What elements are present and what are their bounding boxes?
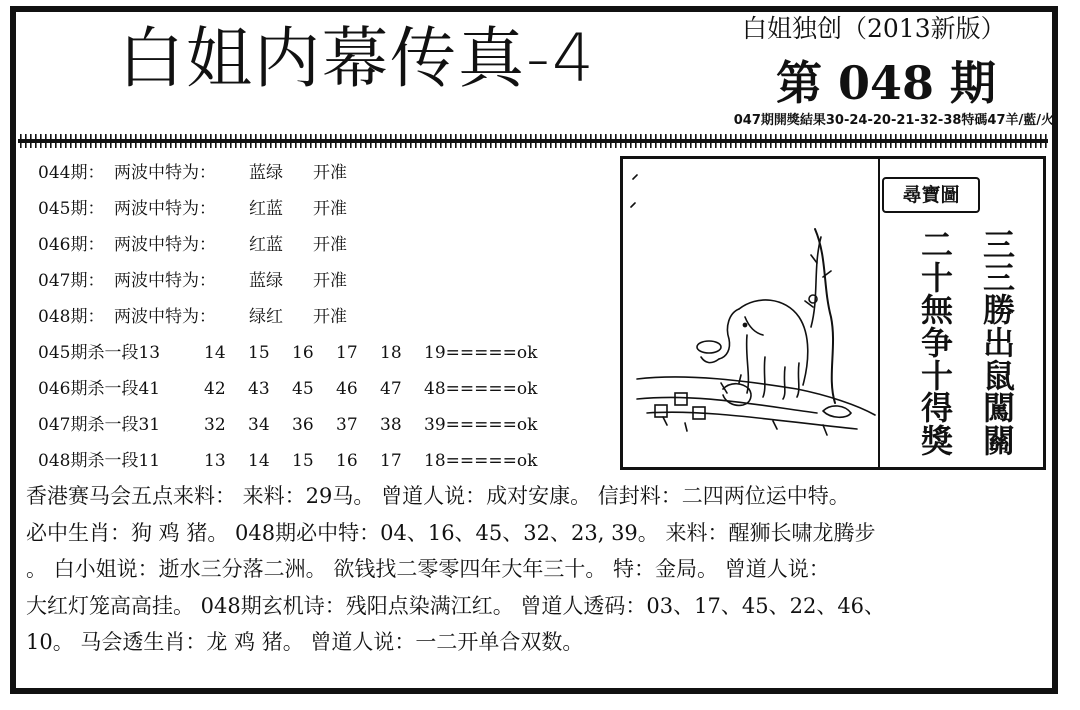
kill-head: 047期杀一段31 [38, 415, 161, 435]
issue-number: 第 048 期 [776, 56, 997, 110]
kill-number: 36 [292, 415, 314, 435]
wave-status: 开准 [313, 199, 347, 219]
kill-number: 16 [292, 343, 314, 363]
previous-result: 047期開獎結果30-24-20-21-32-38特碼47羊/藍/火 [733, 113, 1054, 128]
kill-number: 17 [380, 451, 402, 471]
kill-number: 15 [292, 451, 314, 471]
wave-row [38, 230, 537, 266]
verse-right-column: 三三勝出鼠闖關 [982, 226, 1015, 460]
paragraph-line: 香港赛马会五点来料： 来料：29马。 曾道人说：成对安康。 信封料：二四两位运中特。 [26, 484, 850, 508]
kill-number: 42 [204, 379, 226, 399]
kill-number: 16 [336, 451, 358, 471]
kill-number: 46 [336, 379, 358, 399]
page-title: 白姐内幕传真-4 [118, 20, 596, 97]
kill-number: 15 [248, 343, 270, 363]
wave-label: 两波中特为： [114, 199, 216, 219]
wave-label: 两波中特为： [114, 307, 216, 327]
kill-head: 045期杀一段13 [38, 343, 161, 363]
wave-period: 045期： [38, 199, 105, 219]
kill-number: 14 [204, 343, 226, 363]
kill-row [38, 338, 537, 374]
kill-number: 45 [292, 379, 314, 399]
wave-label: 两波中特为： [114, 271, 216, 291]
paragraph-line: 10。 马会透生肖：龙 鸡 猪。 曾道人说：一二开单合双数。 [26, 630, 584, 654]
kill-number: 13 [204, 451, 226, 471]
paragraph-line: 大红灯笼高高挂。 048期玄机诗：残阳点染满江红。 曾道人透码：03、17、45、22、46、 [26, 593, 886, 618]
wave-row [38, 158, 537, 194]
wave-status: 开准 [313, 163, 347, 183]
kill-tail: 48=====ok [424, 379, 538, 399]
wave-status: 开准 [313, 235, 347, 255]
paragraph-line: 必中生肖：狗 鸡 猪。 048期必中特：04、16、45、32、23, 39。 来料：醒狮长啸龙腾步 [26, 520, 876, 545]
prediction-rows [38, 158, 537, 482]
paragraph-line: 。 白小姐说：逝水三分落二洲。 欲钱找二零零四年大年三十。 特：金局。 曾道人说： [26, 557, 830, 581]
wave-status: 开准 [313, 307, 347, 327]
kill-row [38, 446, 537, 482]
kill-tail: 39=====ok [424, 415, 538, 435]
kill-head: 048期杀一段11 [38, 451, 161, 471]
kill-number: 32 [204, 415, 226, 435]
wave-label: 两波中特为： [114, 163, 216, 183]
info-paragraph [26, 478, 1052, 661]
kill-number: 37 [336, 415, 358, 435]
wave-row [38, 266, 537, 302]
verse-left-column: 二十無争十得獎 [920, 226, 953, 460]
wave-value: 红蓝 [249, 235, 283, 255]
kill-row [38, 374, 537, 410]
header-divider [18, 132, 1048, 150]
kill-number: 43 [248, 379, 270, 399]
kill-tail: 18=====ok [424, 451, 538, 471]
edition-label: 白姐独创（2013新版） [742, 14, 1006, 43]
kill-number: 17 [336, 343, 358, 363]
treasure-map-box [620, 156, 1046, 470]
kill-number: 14 [248, 451, 270, 471]
elephant-illustration [627, 167, 877, 467]
wave-value: 蓝绿 [249, 271, 283, 291]
wave-period: 044期： [38, 163, 105, 183]
kill-tail: 19=====ok [424, 343, 538, 363]
kill-number: 38 [380, 415, 402, 435]
treasure-map-stamp: 尋寶圖 [882, 177, 980, 213]
box-separator [878, 159, 880, 467]
wave-status: 开准 [313, 271, 347, 291]
wave-period: 048期： [38, 307, 105, 327]
wave-value: 蓝绿 [249, 163, 283, 183]
kill-number: 18 [380, 343, 402, 363]
kill-row [38, 410, 537, 446]
wave-value: 绿红 [249, 307, 283, 327]
kill-number: 34 [248, 415, 270, 435]
kill-number: 47 [380, 379, 402, 399]
kill-head: 046期杀一段41 [38, 379, 161, 399]
wave-period: 046期： [38, 235, 105, 255]
wave-row [38, 302, 537, 338]
wave-period: 047期： [38, 271, 105, 291]
wave-row [38, 194, 537, 230]
wave-value: 红蓝 [249, 199, 283, 219]
wave-label: 两波中特为： [114, 235, 216, 255]
